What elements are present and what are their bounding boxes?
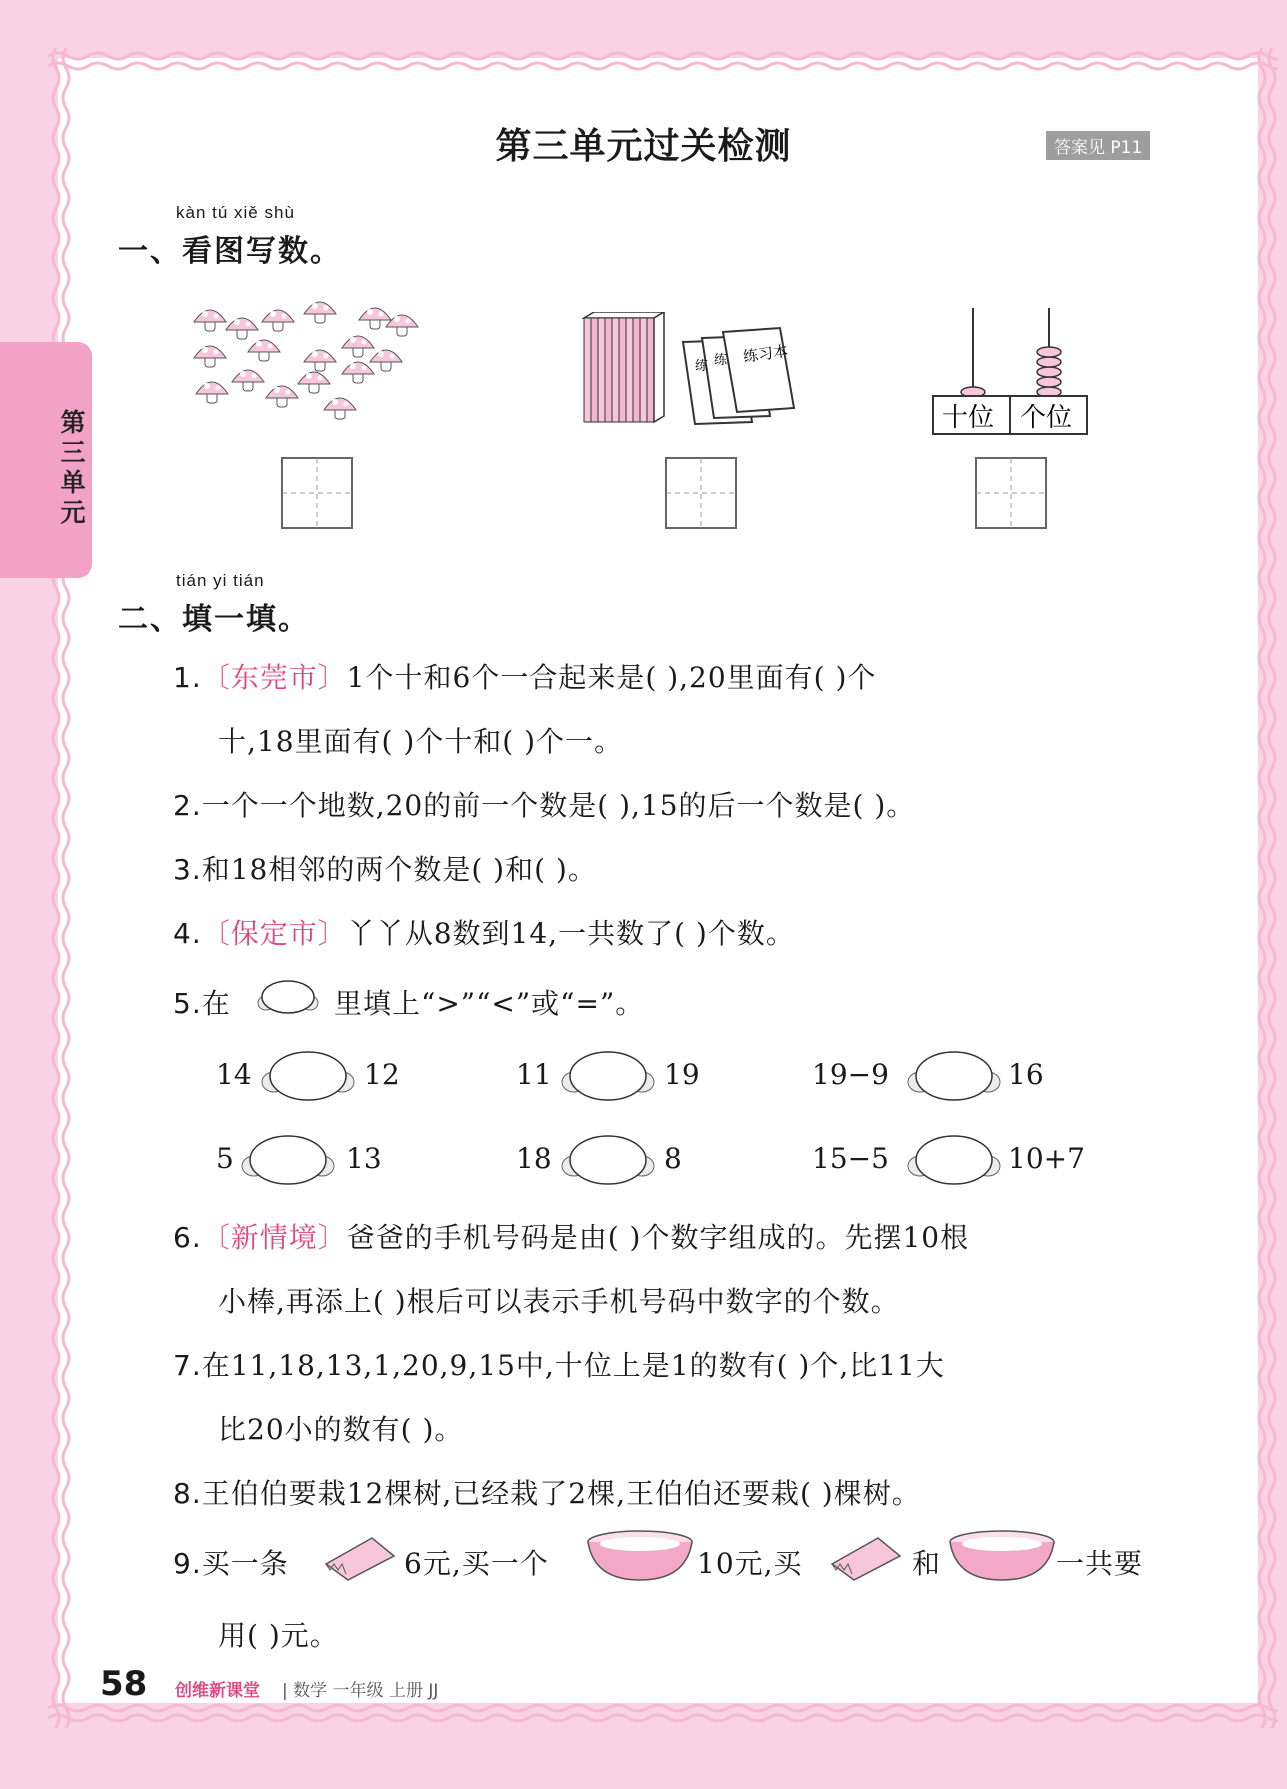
book-icon (647, 318, 654, 422)
abacus-illustration (930, 304, 1092, 436)
answer-box-abacus[interactable] (975, 457, 1049, 531)
compare-right-value: 12 (364, 1058, 400, 1091)
compare-right-value: 10+7 (1008, 1142, 1085, 1175)
book-icon (640, 318, 647, 422)
towel-icon-2 (828, 1534, 904, 1584)
question-2: 2.一个一个地数,20的前一个数是( ),15的后一个数是( )。 (173, 789, 916, 822)
page-title: 第三单元过关检测 (495, 126, 792, 167)
compare-right-value: 19 (664, 1058, 700, 1091)
mushroom-icon (194, 310, 226, 331)
compare-answer-circle[interactable] (252, 1048, 364, 1108)
page-number: 58 (100, 1664, 148, 1704)
wavy-border-right (1250, 48, 1284, 1728)
question-3: 3.和18相邻的两个数是( )和( )。 (173, 853, 597, 886)
mushroom-icon (298, 372, 330, 393)
question-5: 5.在 (173, 987, 231, 1020)
section2-heading: 二、填一填。 (118, 602, 310, 637)
compare-left-value: 14 (216, 1058, 252, 1091)
book-icon (605, 318, 612, 422)
abacus-bead (1037, 357, 1061, 367)
basin-icon (584, 1528, 696, 1586)
book-icon (612, 318, 619, 422)
book-icon (626, 318, 633, 422)
mushroom-icon (194, 346, 226, 367)
question-5-instruction: 里填上“>”“<”或“=”。 (334, 987, 645, 1020)
books-illustration (580, 312, 820, 430)
mushroom-icon (196, 382, 228, 403)
section1-pinyin: kàn tú xiě shù (176, 203, 295, 222)
abacus-ones-label: 个位 (1020, 403, 1073, 433)
answer-reference-badge: 答案见 P11 (1046, 131, 1150, 160)
question-4: 4.〔保定市〕丫丫从8数到14,一共数了( )个数。 (173, 917, 795, 950)
region-tag: 〔东莞市〕 (201, 661, 347, 694)
mushroom-icon (324, 398, 356, 419)
compare-left-value: 19−9 (812, 1058, 889, 1091)
question-6: 6.〔新情境〕爸爸的手机号码是由( )个数字组成的。先摆10根 (173, 1221, 970, 1254)
question-9-part3: 10元,买 (697, 1547, 803, 1580)
compare-left-value: 15−5 (812, 1142, 889, 1175)
question-8: 8.王伯伯要栽12棵树,已经栽了2棵,王伯伯还要栽( )棵树。 (173, 1477, 921, 1510)
mushroom-icon (342, 362, 374, 383)
mushroom-icon (248, 340, 280, 361)
question-9-part4: 和 (912, 1547, 942, 1580)
compare-left-value: 5 (216, 1142, 234, 1175)
mushrooms-illustration (188, 288, 468, 438)
question-7: 7.在11,18,13,1,20,9,15中,十位上是1的数有( )个,比11大 (173, 1349, 945, 1382)
mushroom-icon (304, 350, 336, 371)
mushroom-icon (232, 370, 264, 391)
mushroom-icon (370, 350, 402, 371)
compare-answer-circle[interactable] (552, 1048, 664, 1108)
wavy-border-left (44, 48, 78, 1728)
book-icon (584, 318, 591, 422)
mushroom-icon (304, 302, 336, 323)
compare-answer-circle[interactable] (898, 1132, 1010, 1192)
question-7-line2: 比20小的数有( )。 (218, 1413, 464, 1446)
mushroom-icon (226, 318, 258, 339)
compare-right-value: 8 (664, 1142, 682, 1175)
notebook-cover-label: 练习本 (742, 341, 790, 366)
notebook-side-label: 练 (695, 359, 709, 374)
compare-answer-circle[interactable] (898, 1048, 1010, 1108)
compare-answer-circle[interactable] (552, 1132, 664, 1192)
region-tag: 〔保定市〕 (201, 917, 347, 950)
mushroom-icon (386, 315, 418, 336)
section1-heading: 一、看图写数。 (118, 234, 342, 269)
compare-right-value: 16 (1008, 1058, 1044, 1091)
compare-circle-icon (246, 978, 330, 1020)
wavy-border-top (48, 44, 1278, 78)
book-icon (598, 318, 605, 422)
basin-icon-2 (946, 1528, 1058, 1586)
abacus-bead (1037, 367, 1061, 377)
book-icon (619, 318, 626, 422)
compare-answer-circle[interactable] (232, 1132, 344, 1192)
notebook-side-label-2: 练 (714, 353, 728, 368)
book-icon (633, 318, 640, 422)
compare-right-value: 13 (346, 1142, 382, 1175)
mushroom-icon (266, 386, 298, 407)
mushroom-icon (262, 310, 294, 331)
section2-pinyin: tián yi tián (176, 571, 265, 590)
mushroom-icon (342, 336, 374, 357)
abacus-bead (1037, 377, 1061, 387)
compare-left-value: 18 (516, 1142, 552, 1175)
footer-book-info: | 数学 一年级 上册 JJ (282, 1681, 439, 1701)
abacus-bead (1037, 347, 1061, 357)
answer-box-mushrooms[interactable] (281, 457, 355, 531)
question-9-part1: 9.买一条 (173, 1547, 289, 1580)
question-9-part2: 6元,买一个 (404, 1547, 549, 1580)
question-1: 1.〔东莞市〕1个十和6个一合起来是( ),20里面有( )个 (173, 661, 877, 694)
question-9-part5: 一共要 (1056, 1547, 1144, 1580)
question-1-line2: 十,18里面有( )个十和( )个一。 (218, 725, 624, 758)
question-9-line2: 用( )元。 (218, 1619, 339, 1652)
towel-icon (322, 1534, 398, 1584)
unit-side-tab-label: 第三单元 (60, 408, 86, 527)
abacus-tens-label: 十位 (942, 403, 995, 433)
answer-box-books[interactable] (665, 457, 739, 531)
notebooks-icon (683, 328, 794, 424)
footer-brand: 创维新课堂 (175, 1681, 260, 1701)
wavy-border-bottom (48, 1696, 1278, 1730)
question-6-line2: 小棒,再添上( )根后可以表示手机号码中数字的个数。 (218, 1285, 900, 1318)
region-tag: 〔新情境〕 (201, 1221, 347, 1254)
book-icon (591, 318, 598, 422)
compare-left-value: 11 (516, 1058, 552, 1091)
